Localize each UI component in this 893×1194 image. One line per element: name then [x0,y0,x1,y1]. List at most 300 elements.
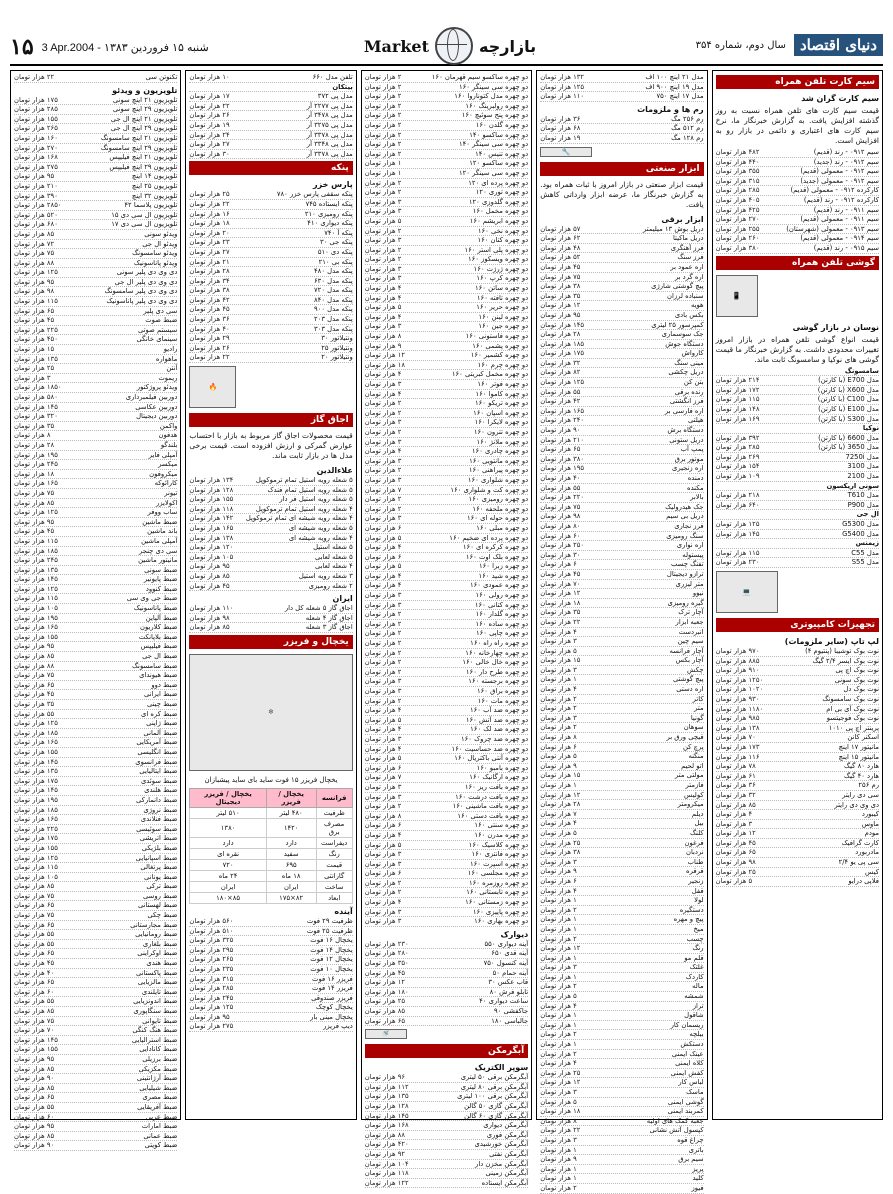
item-name: بکس بادی [674,310,704,319]
price-value: ۲۵۵ هزار تومان [715,224,760,233]
item-name: کارت گرافیک [841,838,879,847]
item-name: مدل S300 (با کارتن) [818,414,879,423]
price-row [365,505,528,515]
item-name: دو چهره سی سینگر ۱۶۰ [458,82,529,91]
item-name: فرز سنگ [677,253,704,262]
item-name: اجاق گاز ۳ شعله [305,623,353,632]
price-value: ۲۸ هزار تومان [540,330,581,339]
item-name: دستگاه جوش [665,339,704,348]
price-row [365,255,528,265]
price-value: ۶۱ هزار تومان [715,771,756,780]
item-name: ضبط صوت [145,316,178,325]
item-name: کاتر [692,694,704,703]
price-value: ۳۱۵ هزار تومان [189,974,234,983]
item-name: دمنده [687,474,704,482]
price-value: ۵ هزار تومان [540,752,577,761]
item-name: یخچال ۱۰ فوت [310,964,353,973]
price-value: ۱۰۹ هزار تومان [715,472,760,481]
price-value: ۲ هزار تومان [364,610,402,619]
price-row [14,230,177,240]
price-value: ۸۵ هزار تومان [715,800,756,809]
item-name: دو چهره تابستانی ۱۶۰ [466,888,529,897]
price-row [14,124,177,134]
price-value: ۱۸۵ هزار تومان [13,546,58,555]
price-value: ۵۵ هزار تومان [13,709,55,718]
price-row [365,908,528,918]
price-value: ۸۰ هزار تومان [540,521,581,530]
price-row [14,1132,177,1142]
item-name: قلم مو [684,953,704,962]
item-name: دوربین دیجیتال [136,412,178,421]
item-name: تیونر [164,488,178,497]
price-row [716,424,879,434]
price-value: ۱۶۵ هزار تومان [540,406,585,415]
price-row [540,560,703,570]
price-value: ۷۵ هزار تومان [540,272,581,281]
price-row [716,234,879,244]
mirror-price-list [365,940,528,1026]
price-value: ۱۲۲ هزار تومان [364,1178,409,1187]
computer-price-list [716,647,879,887]
item-name: دو چهره کلاسیک ۱۶۰ [468,840,529,849]
price-row [540,340,703,350]
item-name: دو چهره فاستونی ۱۶۰ [465,332,529,341]
price-row [14,690,177,700]
price-value: ۵ هزار تومان [540,992,577,1001]
price-value: ۳۲۰ هزار تومان [13,412,58,421]
item-name: آینه کنسول ۷۵۰ [483,959,529,968]
price-value: ۶۵ هزار تومان [13,978,55,987]
table-cell: ابعاد [316,892,352,903]
price-row [189,344,352,354]
price-row [14,297,177,307]
price-value: ۲۶۰ هزار تومان [715,234,760,243]
price-row [716,225,879,235]
price-row [540,829,703,839]
price-row [189,614,352,624]
price-value: ۲۶۹ هزار تومان [715,452,760,461]
price-value: ۷۰ هزار تومان [715,733,756,742]
subheading-alaeddin: علاءالدین [316,466,353,476]
price-value: ۱۸۰ هزار تومان [364,987,409,996]
price-value: ۱۶۵ هزار تومان [13,815,58,824]
price-row [365,764,528,774]
item-name: تکنوتن سی [145,73,178,81]
price-value: ۱۲۵ هزار تومان [13,853,58,862]
price-value: ۳ هزار تومان [540,637,577,646]
price-row [540,656,703,666]
price-row [14,527,177,537]
price-row [365,1073,528,1083]
price-row [14,575,177,585]
price-value: ۸ هزار تومان [13,431,51,440]
price-value: ۱ هزار تومان [540,1164,577,1173]
price-row [540,522,703,532]
price-value: ۱۱۸ هزار تومان [189,504,234,513]
price-value: ۲۷۵ هزار تومان [189,1022,234,1031]
price-value: ۱۲ هزار تومان [540,301,581,310]
item-name: تابلو فرش ۸۰ [489,987,529,996]
item-name: کمربند ایمنی [667,1107,704,1116]
price-value: ۲۵ هزار تومان [189,190,230,199]
price-row [365,1017,528,1027]
price-value: ۱ هزار تومان [540,1020,577,1029]
price-row [365,997,528,1007]
price-value: ۲۱۰ هزار تومان [13,181,58,190]
item-name: سیم ۰۹۱۳ - معمولی (شهرستان) [786,224,879,233]
item-name: فرغون [684,838,704,847]
price-row [189,219,352,229]
item-name: ماوس [861,819,879,828]
item-name: دو چهره مخمل کبریتی ۱۶۰ [451,370,529,379]
item-name: پنکه دی ۵۱۰ [317,247,353,256]
price-value: ۲ هزار تومان [364,639,402,648]
price-value: ۸۵ هزار تومان [13,1083,55,1092]
price-row [14,815,177,825]
price-row [540,436,703,446]
item-name: آنتن [166,364,178,373]
price-value: ۹۸ هزار تومان [715,858,756,867]
price-row [716,858,879,868]
price-row [540,628,703,638]
price-row [540,416,703,426]
price-value: ۴ هزار تومان [364,571,402,580]
item-name: سی دی رایتر [842,790,879,799]
item-name: دو چهره چهارخانه ۱۶۰ [465,648,529,657]
item-name: ترازو دیجیتال [666,569,704,578]
item-name: آبگرمکن برقی ۸۰ لیتری [460,1082,529,1091]
item-name: سنباده لرزان [666,291,704,300]
price-value: ۴ هزار تومان [540,886,577,895]
price-value: ۲۸۵۰ هزار تومان [13,201,62,210]
item-name: مادربورد [855,848,879,857]
item-name: سیم ۰۹۱۵ - رند (قدیم) [813,243,879,252]
item-name: اسکنر کانن [847,733,879,742]
price-value: ۱ هزار تومان [540,924,577,933]
price-value: ۳۵ هزار تومان [540,291,581,300]
item-name: واکمن [159,421,178,430]
price-row [189,927,352,937]
item-name: دی وی دی پلیر ال جی [114,277,178,286]
price-row [365,917,528,927]
price-row [365,92,528,102]
price-value: ۱۵ هزار تومان [13,345,55,354]
price-row [716,510,879,520]
price-row [540,1030,703,1040]
item-name: انبردست [678,627,704,636]
price-row [14,969,177,979]
subheading-ayandeh: آینده [334,906,353,916]
stove-note: قیمت محصولات اجاق گاز مربوط به بازار با احتساب عوارض گمرکی و ارزش افزوده است. قیمت برخی مدل ها در بازار ثابت ماند. [189,431,353,461]
item-name: دو چهره ملحفه ۱۶۰ [472,504,529,513]
price-value: ۴۰ هزار تومان [13,968,55,977]
price-row [365,649,528,659]
item-name: ضبط هنگ کنگی [132,1026,178,1035]
item-name: سی پی یو ۲/۴ [838,858,879,867]
phones-note: قیمت انواع گوشی تلفن همراه در بازار امروز تغییرات محدودی داشت. به گزارش خبرنگار ما قیمت گوشی های نوکیا و سامسونگ ثابت ماند. [715,334,879,364]
price-row [189,623,352,633]
price-value: ۱۲ هزار تومان [540,1078,581,1087]
price-row [540,397,703,407]
price-row [540,134,703,144]
price-row [14,537,177,547]
price-value: ۳ هزار تومان [364,236,402,245]
price-value: ۵۷ هزار تومان [540,224,581,233]
item-name: اره گرد بر [674,272,704,281]
price-row [365,668,528,678]
stove-iran-price-list [189,604,352,633]
price-value: ۱۷۵ هزار تومان [13,834,58,843]
price-row [365,969,528,979]
price-row [540,407,703,417]
item-name: دو چهره رومیزی ۱۶۰ [468,495,529,504]
price-row [189,334,352,344]
price-row [365,869,528,879]
price-row [540,445,703,455]
price-row [14,499,177,509]
price-value: ۶۵ هزار تومان [13,901,55,910]
price-row [189,562,352,572]
price-value: ۲۹ هزار تومان [189,334,230,343]
table-cell: ۸۵×۱۸۰ [190,892,266,903]
price-value: ۱۲ هزار تومان [715,829,756,838]
price-row [365,735,528,745]
price-row [14,489,177,499]
price-row [540,455,703,465]
price-value: ۴ هزار تومان [540,685,577,694]
price-value: ۷۰ هزار تومان [13,1026,55,1035]
price-row [14,287,177,297]
item-name: دریل بی سیم [666,512,704,521]
price-value: ۴ هزار تومان [364,389,402,398]
price-row [14,1074,177,1084]
price-value: ۱۱۲ هزار تومان [364,1082,409,1091]
table-header-cell: فرانسه [316,788,352,807]
price-row [540,541,703,551]
price-value: ۲۵ هزار تومان [715,867,756,876]
item-name: ضبط سامسونگ [131,661,178,670]
price-row [365,159,528,169]
price-value: ۱۲ هزار تومان [540,589,581,598]
price-value: ۳۶ هزار تومان [189,315,230,324]
price-value: ۲۶ هزار تومان [189,111,230,120]
item-name: سامسونگ [844,366,879,375]
price-value: ۹۵ هزار تومان [540,310,581,319]
item-name: دو چهره برجسته ۱۶۰ [468,677,529,686]
price-row [365,1140,528,1150]
item-name: ۲ شعله رومیزی [308,581,353,590]
item-name: دو چهره سی سینگر ۱۲۰ [458,168,529,177]
item-name: دو چهره ضد لک ۱۶۰ [470,725,529,734]
price-value: ۳ هزار تومان [364,456,402,465]
price-row [716,877,879,887]
table-cell: مصرف برق [316,818,352,837]
price-row [14,479,177,489]
price-row [365,1169,528,1179]
price-value: ۱۷۲ هزار تومان [715,385,760,394]
price-value: ۳ هزار تومان [364,859,402,868]
price-row [540,599,703,609]
price-value: ۱۹ هزار تومان [540,133,581,142]
price-value: ۳ هزار تومان [364,380,402,388]
item-name: رم ۵۱۲ مگ [671,124,704,133]
item-name: دو چهره رولی ۱۶۰ [475,591,529,600]
price-row [540,762,703,772]
price-row [365,841,528,851]
price-row [14,547,177,557]
price-row [540,647,703,657]
fridge-table-header [190,788,352,807]
item-name: اجاق گاز ۵ شعله کل دار [284,604,353,613]
item-name: قرقره [686,867,704,876]
price-value: ۳ هزار تومان [364,437,402,446]
price-row [365,610,528,620]
item-name: بیلچه [689,1030,704,1039]
item-name: آبگرمکن برقی ۵۰ لیتری [460,1073,529,1082]
price-row [14,192,177,202]
item-name: باند ماشین [147,527,178,536]
item-name: کاردک [685,972,704,981]
price-value: ۳۹۰ هزار تومان [13,191,58,200]
item-name: تلویزیون ۱۴ اینچ [131,172,178,181]
price-value: ۳۸۰ هزار تومان [715,243,760,252]
price-value: ۱۶۵ هزار تومان [13,623,58,632]
price-value: ۷۵ هزار تومان [13,671,55,680]
price-value: ۵۵ هزار تومان [13,930,55,939]
price-row [716,753,879,763]
item-name: دو چهره گلدوزی ۱۲۰ [468,197,529,206]
item-name: دو چهره شید ۱۶۰ [478,571,529,580]
price-value: ۵ هزار تومان [364,754,402,763]
table-cell: ۲۴ ماه [190,870,266,881]
price-row [14,345,177,355]
price-value: ۸۸۵ هزار تومان [715,656,760,665]
price-value: ۸۸ هزار تومان [13,258,55,267]
fridge-table-body [190,807,352,903]
price-row [540,954,703,964]
item-name: جاکفشی ۹۰ [494,1007,529,1015]
tools-image: 🔧 [540,147,592,157]
item-name: زیمنس [855,539,879,548]
price-row [189,1013,352,1023]
item-name: تلویزیون ۲۱ اینچ ال جی [110,114,178,123]
item-name: چسب [686,934,704,943]
item-name: ماله [692,982,704,991]
price-row [540,532,703,542]
price-row [14,988,177,998]
price-row [365,629,528,639]
price-value: ۸ هزار تومان [540,1116,577,1125]
price-value: ۳ هزار تومان [364,197,402,206]
price-row [540,368,703,378]
price-value: ۱۷۳ هزار تومان [715,742,760,751]
price-row [365,1083,528,1093]
price-row [716,148,879,158]
item-name: مدل 7250i [845,452,879,461]
item-name: دو چهره مخمل ۱۶۰ [472,207,529,216]
price-row [716,676,879,686]
item-name: شمشه [684,992,704,1001]
item-name: کارکرده ۰۹۱۲ - رند (قدیم) [803,195,879,204]
price-value: ۵۶۰ هزار تومان [189,916,234,925]
table-row [190,818,352,837]
price-row [14,259,177,269]
price-row [189,486,352,496]
price-row [365,706,528,716]
item-name: ضبط دانمارکی [135,795,178,804]
price-value: ۲۸۰ هزار تومان [364,949,409,958]
item-name: مدل C100 (با کارتن) [817,395,879,404]
price-row [189,277,352,287]
price-row [189,296,352,306]
item-name: ضبط آرژانتینی [136,1074,178,1083]
price-value: ۲۴۵ هزار تومان [189,993,234,1002]
price-value: ۲۵ هزار تومان [364,997,406,1006]
price-row [540,848,703,858]
price-value: ۹ هزار تومان [540,867,577,876]
item-name: آبگرمکن مخزن دار [475,1159,529,1168]
item-name: دو چهره روزمره ۱۶۰ [468,878,529,887]
price-row [14,115,177,125]
price-value: ۱۰۵ هزار تومان [13,872,58,881]
item-name: سیم چین [677,637,704,646]
item-name: مدل پی ۳۳۷۸ آر [306,130,353,139]
price-value: ۶ هزار تومان [540,742,577,751]
item-name: ضبط بلژیکی [141,843,178,852]
price-row [14,767,177,777]
item-name: ضبط سونی [144,565,178,574]
price-value: ۱۶۹ هزار تومان [715,414,760,423]
price-row [14,1141,177,1151]
item-name: ضبط مالزیایی [137,978,178,987]
price-row [716,482,879,492]
price-row [14,959,177,969]
column-appliances [185,70,356,1120]
section-title-sim: سیم کارت تلفن همراه [716,75,879,89]
price-row [540,115,703,125]
price-row [540,484,703,494]
table-cell: رنگ [316,848,352,859]
item-name: نوت بوک توشیبا (پنتیوم ۴) [805,647,879,655]
price-value: ۵ هزار تومان [364,533,402,542]
item-name: ضبط پاناسونیک [133,604,178,613]
price-value: ۳ هزار تومان [364,514,402,523]
price-row [716,177,879,187]
price-value: ۱ هزار تومان [540,1174,577,1183]
price-row [14,633,177,643]
price-value: ۱۷۵ هزار تومان [13,776,58,785]
item-name: ضبط مصری [142,1093,178,1102]
item-name: دو چهره مجلسی ۱۶۰ [467,869,529,878]
price-value: ۲ هزار تومان [364,140,402,149]
item-name: مدل E100 (با کارتن) [818,404,879,413]
item-name: دو چهره کرکره ای ۱۶۰ [462,543,529,552]
price-row [716,733,879,743]
price-row [14,1113,177,1123]
price-value: ۳ هزار تومان [540,713,577,722]
price-value: ۲۵ هزار تومان [540,1068,581,1077]
price-row [14,566,177,576]
subheading-phones: نوسان در بازار گوشی [792,322,879,332]
price-value: ۱۶۸ هزار تومان [364,1121,409,1130]
price-value: ۵۵ هزار تومان [13,1102,55,1111]
price-row [14,911,177,921]
price-value: ۱۵۵ هزار تومان [13,1045,58,1054]
table-cell: ۸۲×۱۷۵ [266,892,316,903]
price-value: ۲۸ هزار تومان [189,267,230,276]
subheading-tv-video: تلویزیون و ویدئو [112,85,178,95]
item-name: ۵ شعله لعابی [314,552,353,561]
